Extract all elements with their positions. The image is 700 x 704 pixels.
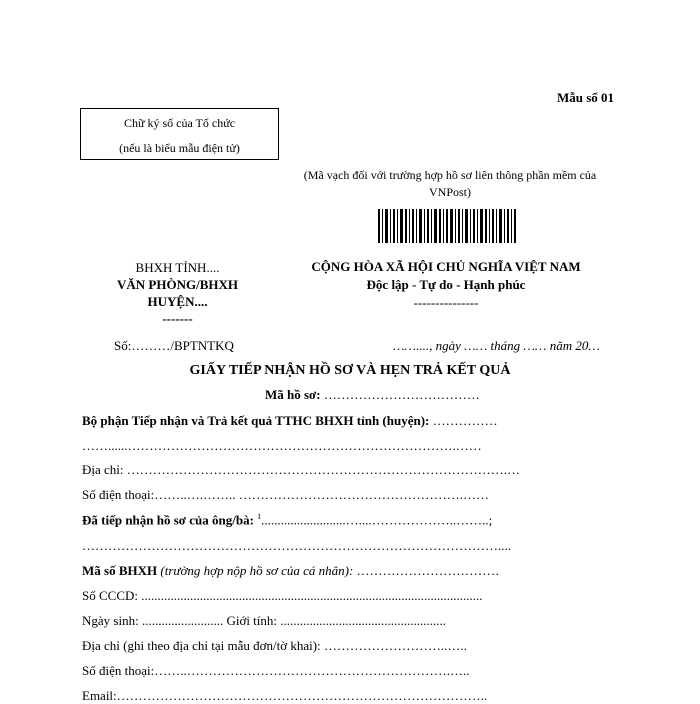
footnote-marker: 1 [257, 512, 262, 521]
digital-signature-box [80, 108, 279, 160]
phone-line-2: Số điện thoại:……..…………………………………………………….….. [82, 663, 470, 678]
received-from-dots: ..........................…....………………..……..; [261, 512, 493, 528]
address-line: Địa chỉ: …………………………………………………………………………….… [82, 462, 521, 477]
agency-line1: BHXH TỈNH.... [135, 260, 220, 275]
birth-gender-line: Ngày sinh: ......................... Giới tính: ................................................... [82, 613, 447, 628]
nation-motto: Độc lập - Tự do - Hạnh phúc [366, 277, 526, 292]
date-line: ……...., ngày …… tháng …… năm 20… [393, 338, 600, 353]
bhxh-code-dots: …………………………… [353, 563, 500, 578]
form-number: Mẫu số 01 [557, 90, 615, 105]
agency-separator: ------- [162, 311, 193, 326]
reception-dept-dots: …………… [429, 413, 498, 428]
signature-box-line2: (nếu là biểu mẫu điện tử) [119, 141, 240, 155]
nation-name: CỘNG HÒA XÃ HỘI CHỦ NGHĨA VIỆT NAM [311, 259, 581, 274]
file-code [265, 387, 480, 403]
signature-box-line1: Chữ ký số của Tổ chức [123, 116, 236, 130]
file-code-label: Mã hồ sơ: [265, 387, 321, 402]
id-card-line: Số CCCD: ......................................................................................................... [82, 588, 483, 603]
agency-header [80, 259, 275, 327]
reception-dept-line [82, 413, 498, 429]
received-from-line [82, 512, 492, 528]
bhxh-code-line [82, 563, 500, 579]
received-from-line2: …………………………………………………………………………………….... [82, 538, 511, 553]
barcode-note: (Mã vạch đối với trường hợp hồ sơ liên thông phần mềm của VNPost) [303, 168, 597, 199]
document-title: GIẤY TIẾP NHẬN HỒ SƠ VÀ HẸN TRẢ KẾT QUẢ [189, 363, 511, 378]
registered-address-line: Địa chỉ (ghi theo địa chỉ tại mẫu đơn/tờ khai): ………………………..….. [82, 638, 467, 653]
phone-line: Số điện thoại:……..….…….. …………………………………………….…… [82, 487, 489, 502]
nation-header [296, 258, 596, 312]
received-from-label: Đã tiếp nhận hồ sơ của ông/bà: [82, 512, 254, 528]
bhxh-code-note: (trường hợp nộp hồ sơ của cá nhân): [160, 563, 354, 578]
agency-line2: VĂN PHÒNG/BHXH [117, 277, 238, 292]
agency-line3: HUYỆN.... [147, 294, 208, 309]
document-number: Số:………/BPTNTKQ [114, 338, 234, 353]
barcode-image [378, 209, 518, 243]
reception-dept-label: Bộ phận Tiếp nhận và Trả kết quả TTHC BHXH tỉnh (huyện): [82, 413, 430, 428]
email-line: Email:………………………………………………………………………….. [82, 688, 488, 703]
reception-dept-line2: ……......………………………………………………………………….…… [82, 438, 482, 453]
file-code-dots: ……………………………… [323, 387, 480, 402]
bhxh-code-label: Mã số BHXH [82, 563, 158, 578]
nation-separator: --------------- [413, 295, 479, 310]
